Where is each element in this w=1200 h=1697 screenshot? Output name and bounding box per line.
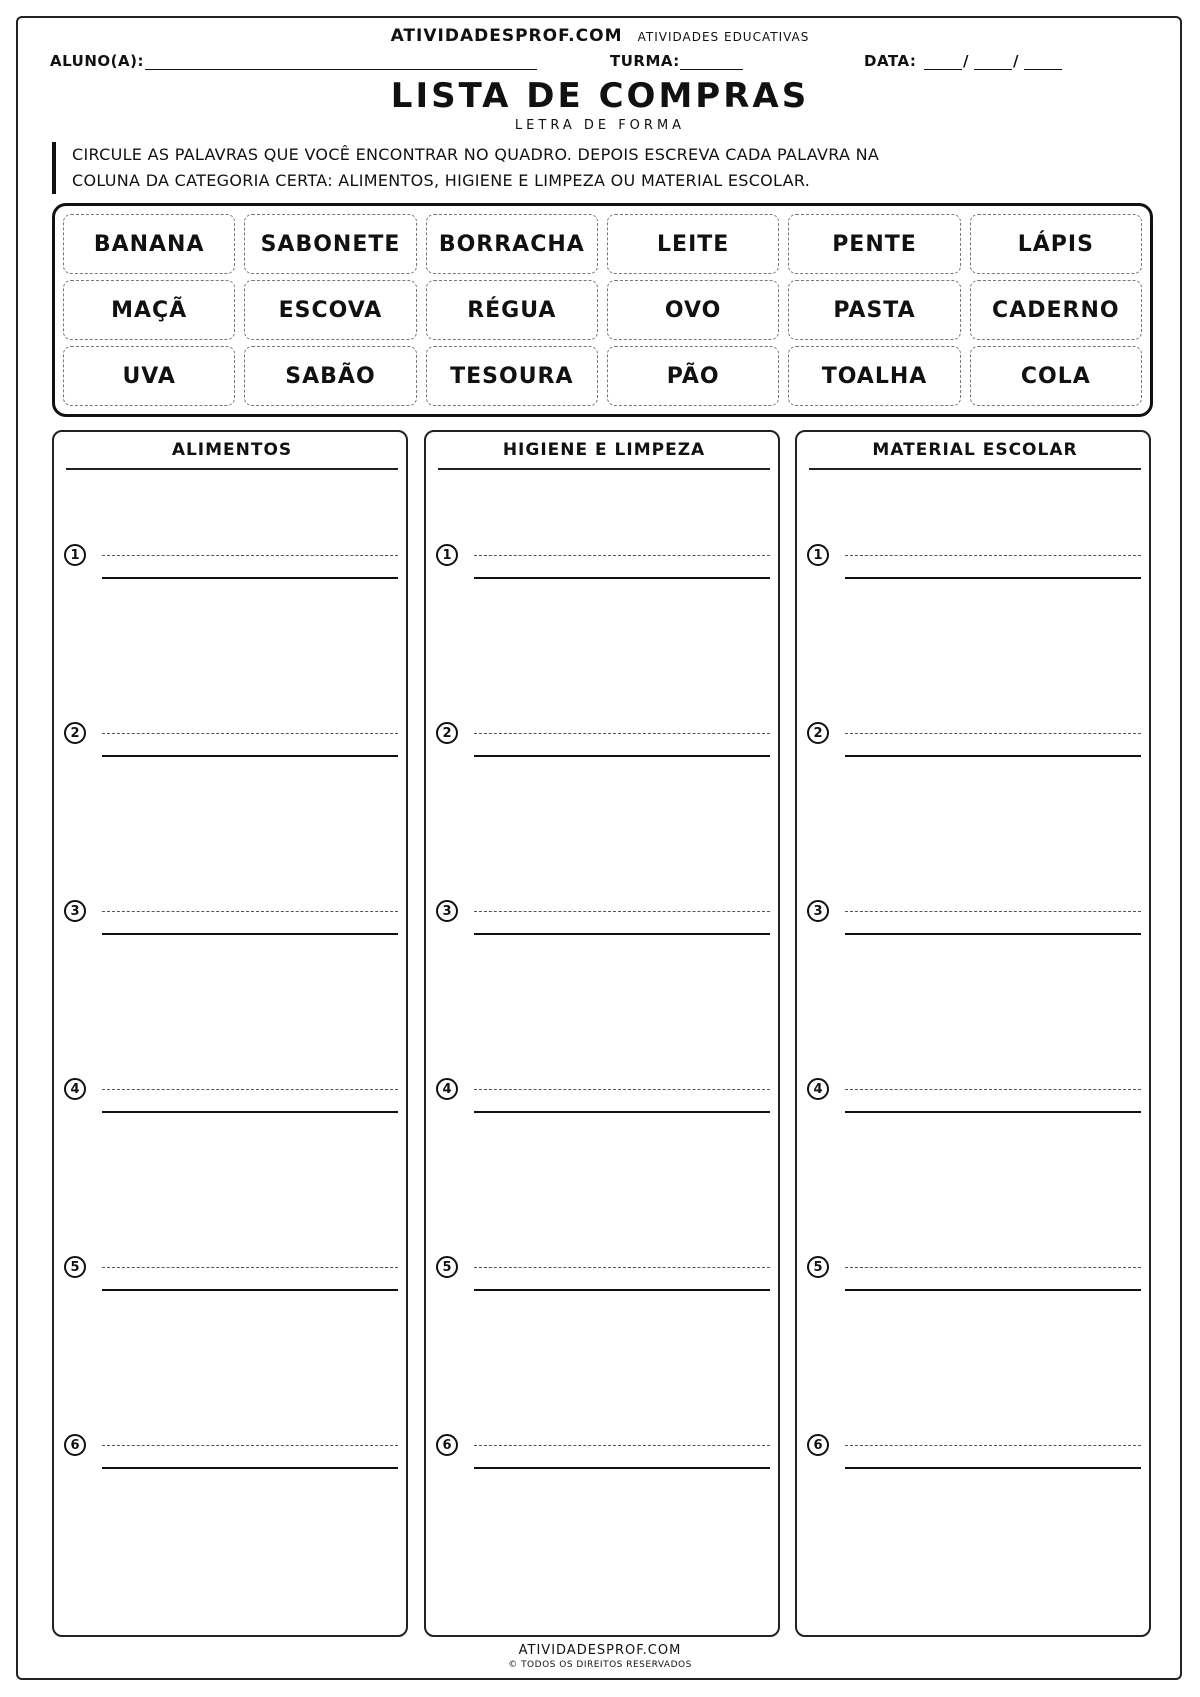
word-cell[interactable]: PENTE: [788, 214, 960, 274]
category-column: [424, 430, 780, 1637]
dashed-guide-line: [845, 1089, 1141, 1090]
site-header: [0, 26, 1200, 46]
item-number: 5: [436, 1256, 458, 1278]
answer-row[interactable]: [807, 898, 1141, 938]
student-label: ALUNO(A):: [50, 52, 144, 70]
answer-row[interactable]: [64, 1076, 398, 1116]
writing-line[interactable]: [474, 1111, 770, 1113]
writing-line[interactable]: [845, 933, 1141, 935]
answer-row[interactable]: [64, 542, 398, 582]
dashed-guide-line: [474, 733, 770, 734]
dashed-guide-line: [474, 1267, 770, 1268]
writing-line[interactable]: [102, 1289, 398, 1291]
item-number: 6: [436, 1434, 458, 1456]
dashed-guide-line: [845, 733, 1141, 734]
student-name-field[interactable]: [145, 69, 537, 70]
category-column: [52, 430, 408, 1637]
word-cell[interactable]: SABONETE: [244, 214, 416, 274]
answer-row[interactable]: [436, 898, 770, 938]
answer-row[interactable]: [807, 1432, 1141, 1472]
word-cell[interactable]: TOALHA: [788, 346, 960, 406]
item-number: 4: [807, 1078, 829, 1100]
word-cell[interactable]: LÁPIS: [970, 214, 1142, 274]
answer-row[interactable]: [436, 1432, 770, 1472]
item-number: 3: [807, 900, 829, 922]
dashed-guide-line: [102, 733, 398, 734]
item-number: 4: [436, 1078, 458, 1100]
date-separator: /: [963, 52, 969, 70]
date-day-field[interactable]: [924, 69, 962, 70]
writing-line[interactable]: [474, 755, 770, 757]
word-bank: [52, 203, 1153, 417]
answer-row[interactable]: [436, 720, 770, 760]
instructions: [52, 142, 1152, 194]
word-cell[interactable]: BANANA: [63, 214, 235, 274]
page-subtitle: LETRA DE FORMA: [514, 118, 686, 133]
writing-line[interactable]: [102, 577, 398, 579]
date-separator: /: [1013, 52, 1019, 70]
writing-line[interactable]: [474, 1289, 770, 1291]
dashed-guide-line: [102, 911, 398, 912]
item-number: 4: [64, 1078, 86, 1100]
instructions-line-2: COLUNA DA CATEGORIA CERTA: ALIMENTOS, HIGIENE E LIMPEZA OU MATERIAL ESCOLAR.: [72, 171, 811, 190]
page-title: LISTA DE COMPRAS: [390, 76, 810, 116]
dashed-guide-line: [102, 1089, 398, 1090]
dashed-guide-line: [845, 1267, 1141, 1268]
site-tagline: ATIVIDADES EDUCATIVAS: [637, 30, 810, 44]
answer-row[interactable]: [64, 1432, 398, 1472]
item-number: 2: [807, 722, 829, 744]
answer-row[interactable]: [436, 542, 770, 582]
item-number: 1: [64, 544, 86, 566]
item-number: 1: [807, 544, 829, 566]
date-year-field[interactable]: [1024, 69, 1062, 70]
word-cell[interactable]: TESOURA: [426, 346, 598, 406]
word-cell[interactable]: COLA: [970, 346, 1142, 406]
answer-row[interactable]: [807, 542, 1141, 582]
class-field[interactable]: [680, 69, 743, 70]
dashed-guide-line: [474, 1089, 770, 1090]
dashed-guide-line: [102, 555, 398, 556]
answer-row[interactable]: [64, 720, 398, 760]
item-number: 5: [807, 1256, 829, 1278]
writing-line[interactable]: [474, 577, 770, 579]
dashed-guide-line: [845, 555, 1141, 556]
writing-line[interactable]: [102, 755, 398, 757]
category-column: [795, 430, 1151, 1637]
word-cell[interactable]: BORRACHA: [426, 214, 598, 274]
category-heading: HIGIENE E LIMPEZA: [438, 440, 770, 470]
item-number: 1: [436, 544, 458, 566]
writing-line[interactable]: [845, 755, 1141, 757]
writing-line[interactable]: [102, 1467, 398, 1469]
word-cell[interactable]: PASTA: [788, 280, 960, 340]
dashed-guide-line: [474, 911, 770, 912]
item-number: 3: [436, 900, 458, 922]
writing-line[interactable]: [845, 1111, 1141, 1113]
answer-row[interactable]: [436, 1254, 770, 1294]
answer-row[interactable]: [64, 1254, 398, 1294]
writing-line[interactable]: [102, 933, 398, 935]
answer-row[interactable]: [807, 1076, 1141, 1116]
category-columns: [52, 430, 1153, 1637]
word-grid: [63, 214, 1142, 406]
item-number: 6: [64, 1434, 86, 1456]
date-month-field[interactable]: [974, 69, 1012, 70]
word-cell[interactable]: SABÃO: [244, 346, 416, 406]
student-info-row: [50, 52, 1150, 76]
item-number: 2: [64, 722, 86, 744]
item-number: 3: [64, 900, 86, 922]
writing-line[interactable]: [845, 1467, 1141, 1469]
answer-row[interactable]: [807, 1254, 1141, 1294]
answer-row[interactable]: [64, 898, 398, 938]
item-number: 6: [807, 1434, 829, 1456]
dashed-guide-line: [845, 1445, 1141, 1446]
writing-line[interactable]: [845, 577, 1141, 579]
date-label: DATA:: [864, 52, 917, 70]
word-cell[interactable]: ESCOVA: [244, 280, 416, 340]
category-heading: ALIMENTOS: [66, 440, 398, 470]
answer-row[interactable]: [807, 720, 1141, 760]
writing-line[interactable]: [845, 1289, 1141, 1291]
instructions-line-1: CIRCULE AS PALAVRAS QUE VOCÊ ENCONTRAR NO QUADRO. DEPOIS ESCREVA CADA PALAVRA NA: [72, 145, 880, 164]
dashed-guide-line: [474, 1445, 770, 1446]
writing-line[interactable]: [102, 1111, 398, 1113]
dashed-guide-line: [102, 1445, 398, 1446]
word-cell[interactable]: LEITE: [607, 214, 779, 274]
footer-site: ATIVIDADESPROF.COM: [518, 1643, 682, 1658]
item-number: 5: [64, 1256, 86, 1278]
word-cell[interactable]: CADERNO: [970, 280, 1142, 340]
dashed-guide-line: [845, 911, 1141, 912]
footer: [0, 1643, 1200, 1670]
footer-rights: © TODOS OS DIREITOS RESERVADOS: [508, 1660, 692, 1670]
writing-line[interactable]: [474, 1467, 770, 1469]
writing-line[interactable]: [474, 933, 770, 935]
site-name: ATIVIDADESPROF.COM: [390, 26, 623, 46]
dashed-guide-line: [474, 555, 770, 556]
class-label: TURMA:: [610, 52, 680, 70]
word-cell[interactable]: PÃO: [607, 346, 779, 406]
dashed-guide-line: [102, 1267, 398, 1268]
item-number: 2: [436, 722, 458, 744]
word-cell[interactable]: MAÇÃ: [63, 280, 235, 340]
answer-row[interactable]: [436, 1076, 770, 1116]
word-cell[interactable]: RÉGUA: [426, 280, 598, 340]
word-cell[interactable]: OVO: [607, 280, 779, 340]
category-heading: MATERIAL ESCOLAR: [809, 440, 1141, 470]
word-cell[interactable]: UVA: [63, 346, 235, 406]
